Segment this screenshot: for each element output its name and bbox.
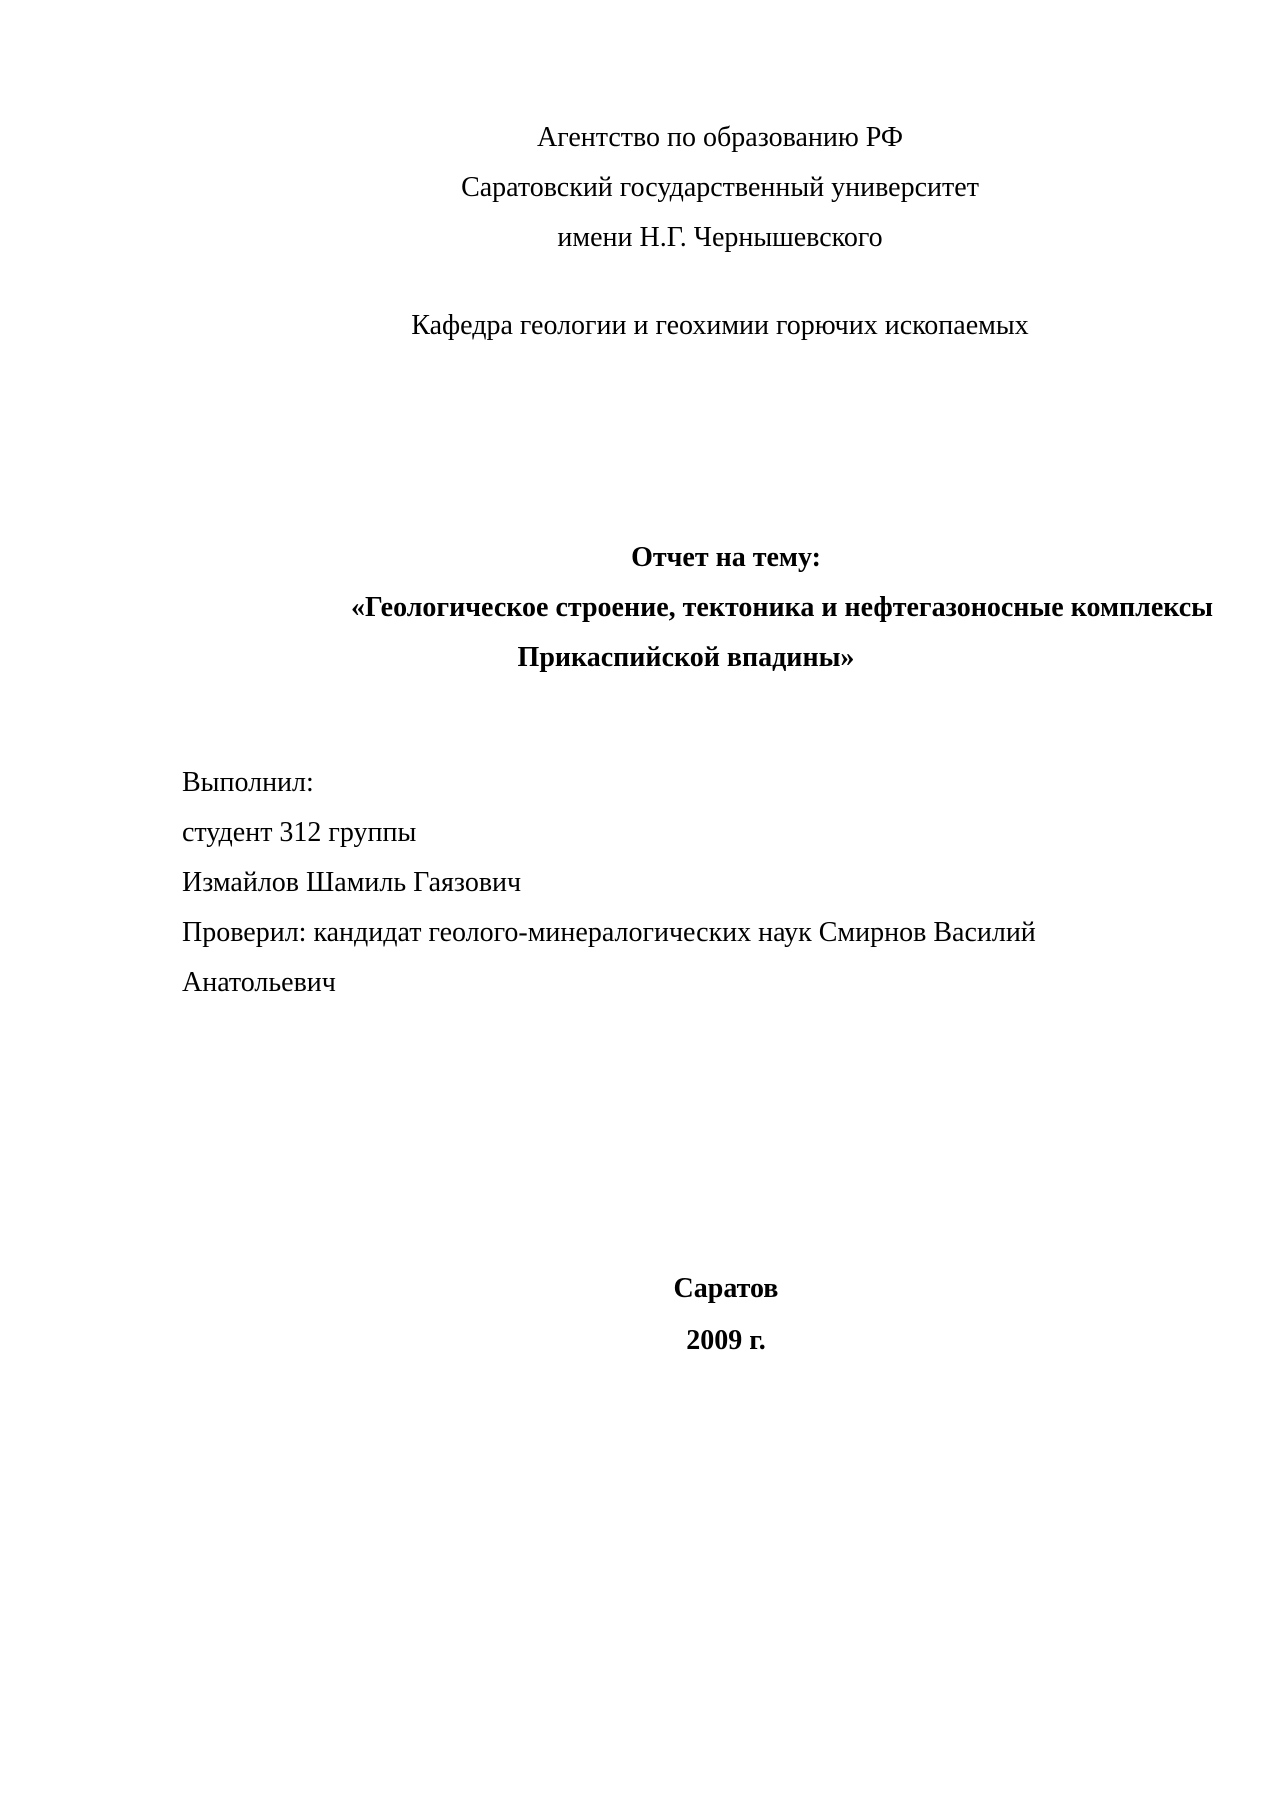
city: Саратов xyxy=(673,1273,779,1304)
performed-label: Выполнил: xyxy=(182,767,314,798)
report-title-line-2: Прикаспийской впадины» xyxy=(517,642,855,673)
year: 2009 г. xyxy=(686,1325,766,1356)
named-after-line: имени Н.Г. Чернышевского xyxy=(557,222,883,253)
student-name: Измайлов Шамиль Гаязович xyxy=(182,867,522,898)
report-title-line-1: «Геологическое строение, тектоника и нефтегазоносные комплексы xyxy=(350,592,1214,623)
checked-by-line-2: Анатольевич xyxy=(182,967,336,998)
department-line: Кафедра геологии и геохимии горючих ископаемых xyxy=(411,310,1029,341)
university-line: Саратовский государственный университет xyxy=(461,172,979,203)
agency-line: Агентство по образованию РФ xyxy=(537,122,903,153)
checked-by-line-1: Проверил: кандидат геолого-минералогических наук Смирнов Василий xyxy=(182,917,1036,948)
student-group: студент 312 группы xyxy=(182,817,417,848)
report-title-label: Отчет на тему: xyxy=(631,542,821,573)
